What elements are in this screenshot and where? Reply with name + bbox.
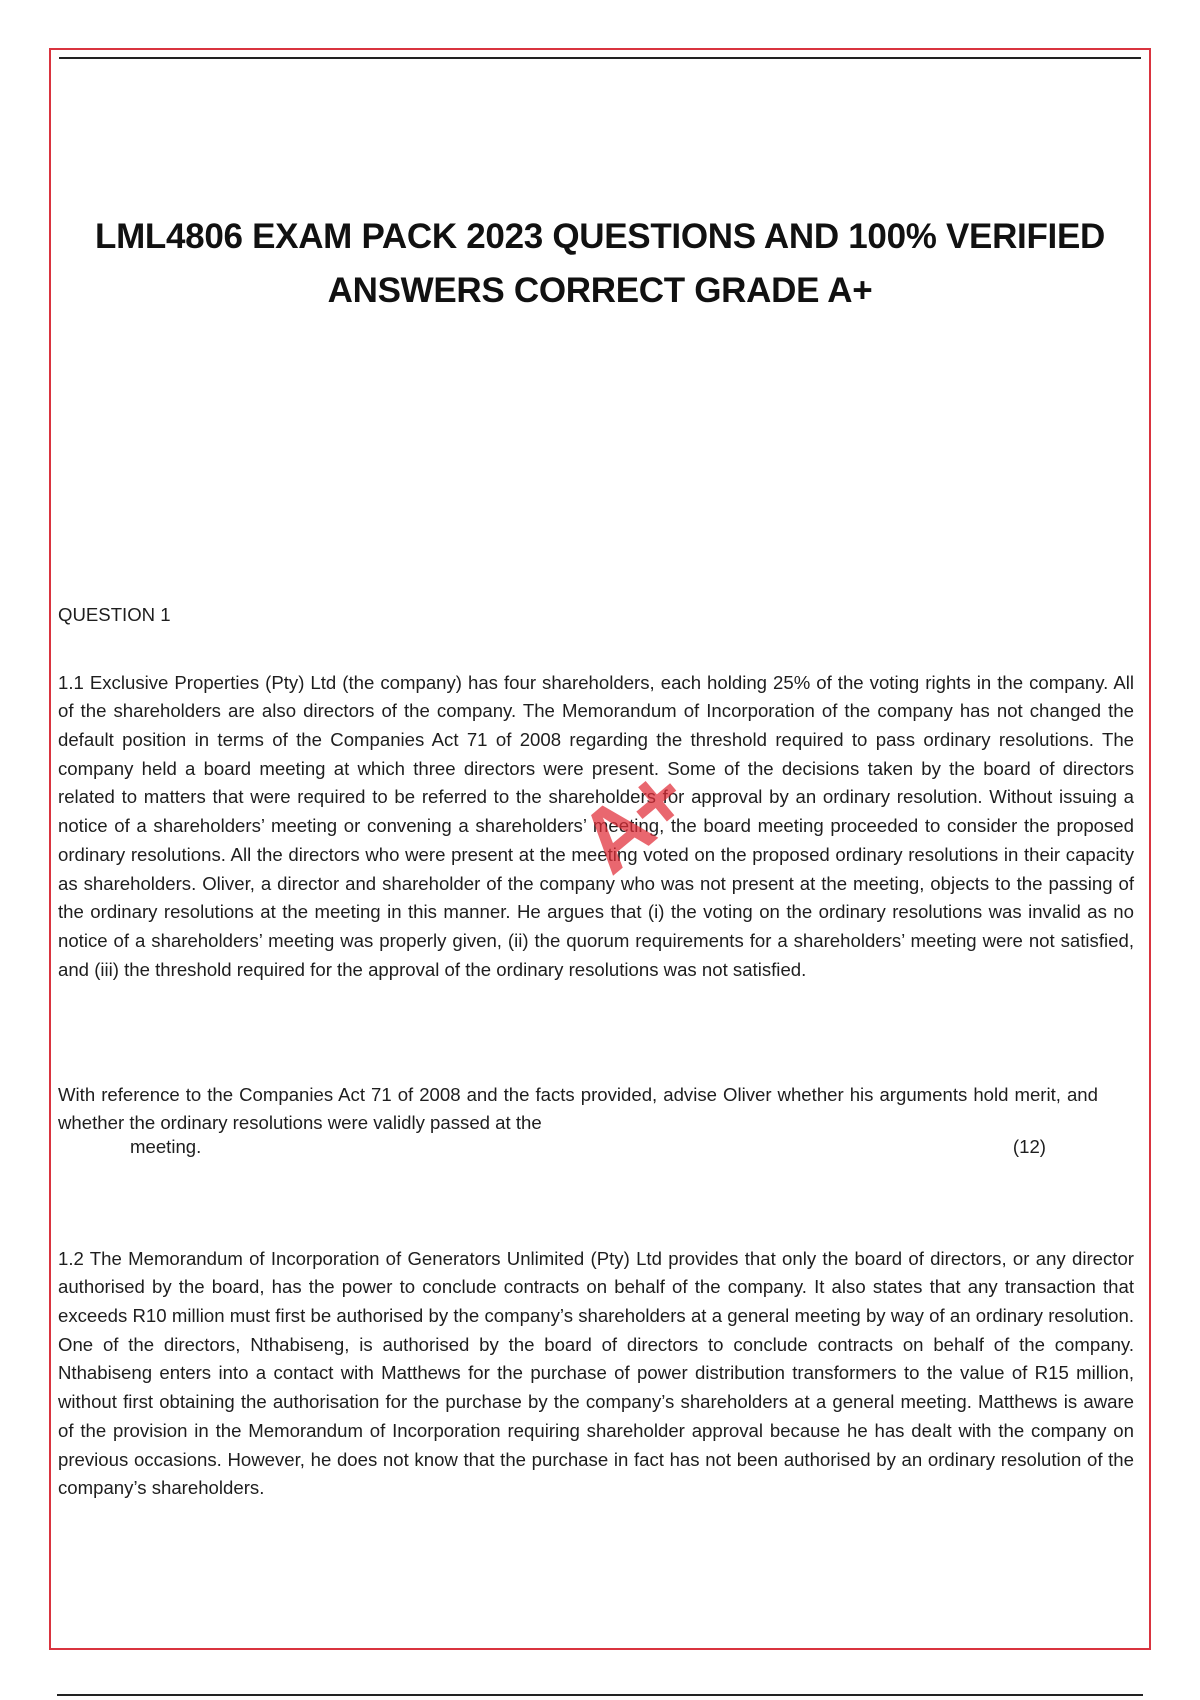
grade-watermark-stamp: A+ [559, 749, 703, 892]
question-heading: QUESTION 1 [58, 604, 171, 625]
question-1-2-text: 1.2 The Memorandum of Incorporation of Generators Unlimited (Pty) Ltd provides that only the board of directors, or any director authorised by the board, has the power to conclude contracts on behalf of the company. It also states that any transaction that exceeds R10 million must first be authorised by the company’s shareholders at a general meeting by way of an ordinary resolution. One of the directors, Nthabiseng, is authorised by the board of directors to conclude contracts on behalf of the company. Nthabiseng enters into a contact with Matthews for the purchase of power distribution transformers to the value of R15 million, without first obtaining the authorisation for the purchase by the company’s shareholders at a general meeting. Matthews is aware of the provision in the Memorandum of Incorporation requiring shareholder approval because he has dealt with the company on previous occasions. However, he does not know that the purchase in fact has not been authorised by an ordinary resolution of the company’s shareholders. [58, 1247, 1134, 1499]
document-title [0, 210, 1200, 318]
top-divider [59, 57, 1141, 59]
question-1-1-text: 1.1 Exclusive Properties (Pty) Ltd (the company) has four shareholders, each holding 25% of the voting rights in the company. All of the shareholders are also directors of the company. The Memorandum of Incorporation of the company has not changed the default position in terms of the Companies Act 71 of 2008 regarding the threshold required to pass ordinary resolutions. The company held a board meeting at which three directors were present. Some of the decisions taken by the board of directors related to matters that were required to be referred to the shareholders for approval by an ordinary resolution. Without issuing a notice of a shareholders’ meeting or convening a shareholders’ meeting, the board meeting proceeded to consider the proposed ordinary resolutions. All the directors who were present at the meeting voted on the proposed ordinary resolutions in their capacity as shareholders. Oliver, a director and shareholder of the company who was not present at the meeting, objects to the passing of the ordinary resolutions at the meeting in this manner. He argues that (i) the voting on the ordinary resolutions was invalid as no notice of a shareholders’ meeting was properly given, (ii) the quorum requirements for a shareholders’ meeting were not satisfied, and (iii) the threshold required for the approval of the ordinary resolutions was not satisfied. [58, 671, 1134, 980]
marks-allocation: (12) [1012, 1136, 1046, 1157]
title-line-1: LML4806 EXAM PACK 2023 QUESTIONS AND 100% VERIFIED [95, 217, 1105, 256]
title-line-2: ANSWERS CORRECT GRADE A+ [327, 271, 873, 310]
question-instruction: With reference to the Companies Act 71 of 2008 and the facts provided, advise Oliver whether his arguments hold merit, and whether the ordinary resolutions were validly passed at the [58, 1083, 1098, 1134]
bottom-divider [57, 1694, 1143, 1696]
instruction-end: meeting. [130, 1136, 202, 1157]
